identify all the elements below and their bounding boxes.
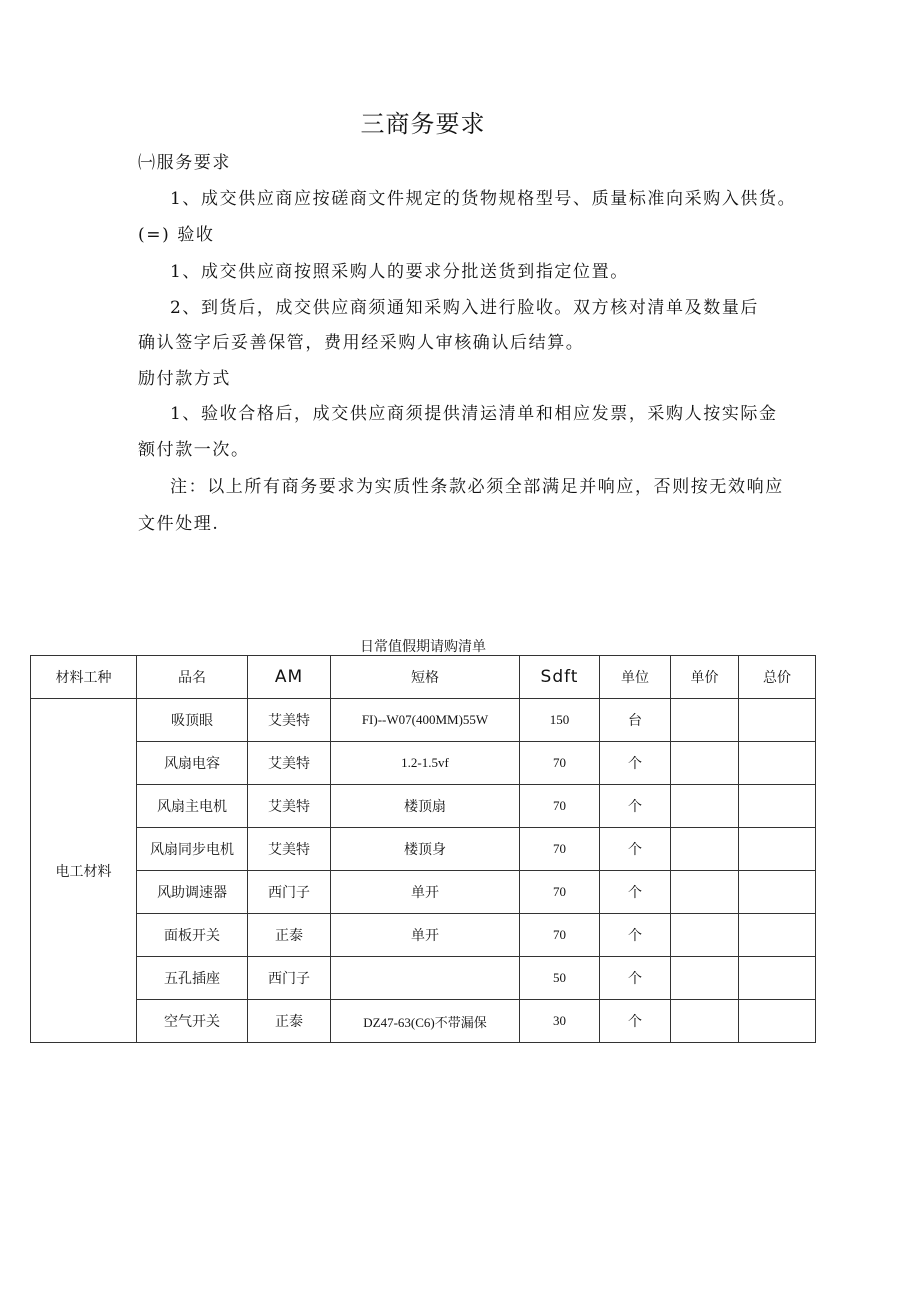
item-total bbox=[739, 785, 816, 828]
item-brand: 艾美特 bbox=[248, 742, 331, 785]
col-header-unit: 单位 bbox=[600, 656, 671, 699]
item-unit-price bbox=[671, 785, 739, 828]
col-header-total: 总价 bbox=[739, 656, 816, 699]
col-header-brand: AM bbox=[248, 656, 331, 699]
item-unit: 个 bbox=[600, 871, 671, 914]
item-name: 风扇电容 bbox=[137, 742, 248, 785]
item-unit: 个 bbox=[600, 957, 671, 1000]
item-qty: 30 bbox=[520, 1000, 600, 1043]
category-cell: 电工材料 bbox=[31, 699, 137, 1043]
item-name: 风扇同步电机 bbox=[137, 828, 248, 871]
item-brand: 西门子 bbox=[248, 871, 331, 914]
table-row bbox=[31, 828, 816, 871]
table-title: 日常值假期请购清单 bbox=[360, 639, 486, 655]
item-name: 风扇主电机 bbox=[137, 785, 248, 828]
table-row bbox=[31, 957, 816, 1000]
item-unit-price bbox=[671, 742, 739, 785]
col-header-unit-price: 单价 bbox=[671, 656, 739, 699]
item-qty: 150 bbox=[520, 699, 600, 742]
item-brand: 艾美特 bbox=[248, 699, 331, 742]
item-qty: 70 bbox=[520, 828, 600, 871]
item-total bbox=[739, 957, 816, 1000]
note-line-2: 文件处理. bbox=[138, 514, 220, 534]
item-unit-price bbox=[671, 1000, 739, 1043]
item-spec: FI)--W07(400MM)55W bbox=[331, 699, 520, 742]
item-qty: 70 bbox=[520, 914, 600, 957]
col-header-category: 材料工种 bbox=[31, 656, 137, 699]
purchase-table bbox=[30, 655, 816, 1043]
service-item-1: 1、成交供应商应按磋商文件规定的货物规格型号、质量标准向采购入供货。 bbox=[170, 189, 797, 209]
item-unit: 个 bbox=[600, 742, 671, 785]
item-spec: 单开 bbox=[331, 914, 520, 957]
table-row bbox=[31, 785, 816, 828]
item-unit: 台 bbox=[600, 699, 671, 742]
item-unit: 个 bbox=[600, 785, 671, 828]
item-total bbox=[739, 742, 816, 785]
item-brand: 正泰 bbox=[248, 914, 331, 957]
item-brand: 正泰 bbox=[248, 1000, 331, 1043]
item-total bbox=[739, 828, 816, 871]
item-qty: 70 bbox=[520, 871, 600, 914]
item-name: 五孔插座 bbox=[137, 957, 248, 1000]
item-unit-price bbox=[671, 871, 739, 914]
table-row bbox=[31, 1000, 816, 1043]
table-row bbox=[31, 699, 816, 742]
section-heading-payment: 励付款方式 bbox=[138, 369, 231, 389]
item-brand: 艾美特 bbox=[248, 785, 331, 828]
item-brand: 西门子 bbox=[248, 957, 331, 1000]
col-header-qty: Sdft bbox=[520, 656, 600, 699]
section-heading-acceptance: (=) 验收 bbox=[138, 225, 215, 245]
item-qty: 70 bbox=[520, 785, 600, 828]
section-heading-service: ㈠服务要求 bbox=[138, 153, 231, 173]
item-spec: DZ47-63(C6)不带漏保 bbox=[331, 1000, 520, 1043]
col-header-spec: 短格 bbox=[331, 656, 520, 699]
item-unit-price bbox=[671, 828, 739, 871]
acceptance-item-2-cont: 确认签字后妥善保管，费用经采购人审核确认后结算。 bbox=[138, 333, 585, 353]
item-spec: 楼顶身 bbox=[331, 828, 520, 871]
item-unit-price bbox=[671, 914, 739, 957]
item-brand: 艾美特 bbox=[248, 828, 331, 871]
note-line-1: 注：以上所有商务要求为实质性条款必须全部满足并响应，否则按无效响应 bbox=[170, 477, 784, 497]
acceptance-item-2: 2、到货后，成交供应商须通知采购入进行脸收。双方核对清单及数量后 bbox=[170, 298, 760, 318]
col-header-name: 品名 bbox=[137, 656, 248, 699]
item-unit: 个 bbox=[600, 914, 671, 957]
item-unit-price bbox=[671, 699, 739, 742]
item-name: 空气开关 bbox=[137, 1000, 248, 1043]
item-spec: 单开 bbox=[331, 871, 520, 914]
item-unit: 个 bbox=[600, 828, 671, 871]
item-total bbox=[739, 1000, 816, 1043]
item-name: 风助调速器 bbox=[137, 871, 248, 914]
item-name: 吸顶眼 bbox=[137, 699, 248, 742]
table-header-row bbox=[31, 656, 816, 699]
item-qty: 70 bbox=[520, 742, 600, 785]
table-row bbox=[31, 742, 816, 785]
table-row bbox=[31, 914, 816, 957]
page-title: 三商务要求 bbox=[360, 110, 486, 138]
item-spec bbox=[331, 957, 520, 1000]
item-spec: 1.2-1.5vf bbox=[331, 742, 520, 785]
item-qty: 50 bbox=[520, 957, 600, 1000]
item-total bbox=[739, 699, 816, 742]
item-name: 面板开关 bbox=[137, 914, 248, 957]
item-total bbox=[739, 871, 816, 914]
item-unit: 个 bbox=[600, 1000, 671, 1043]
acceptance-item-1: 1、成交供应商按照采购人的要求分批送货到指定位置。 bbox=[170, 262, 629, 282]
table-row bbox=[31, 871, 816, 914]
payment-item-1: 1、验收合格后，成交供应商须提供清运清单和相应发票，采购人按实际金 bbox=[170, 404, 778, 424]
item-unit-price bbox=[671, 957, 739, 1000]
payment-item-1-cont: 额付款一次。 bbox=[138, 440, 250, 460]
item-total bbox=[739, 914, 816, 957]
item-spec: 楼顶扇 bbox=[331, 785, 520, 828]
